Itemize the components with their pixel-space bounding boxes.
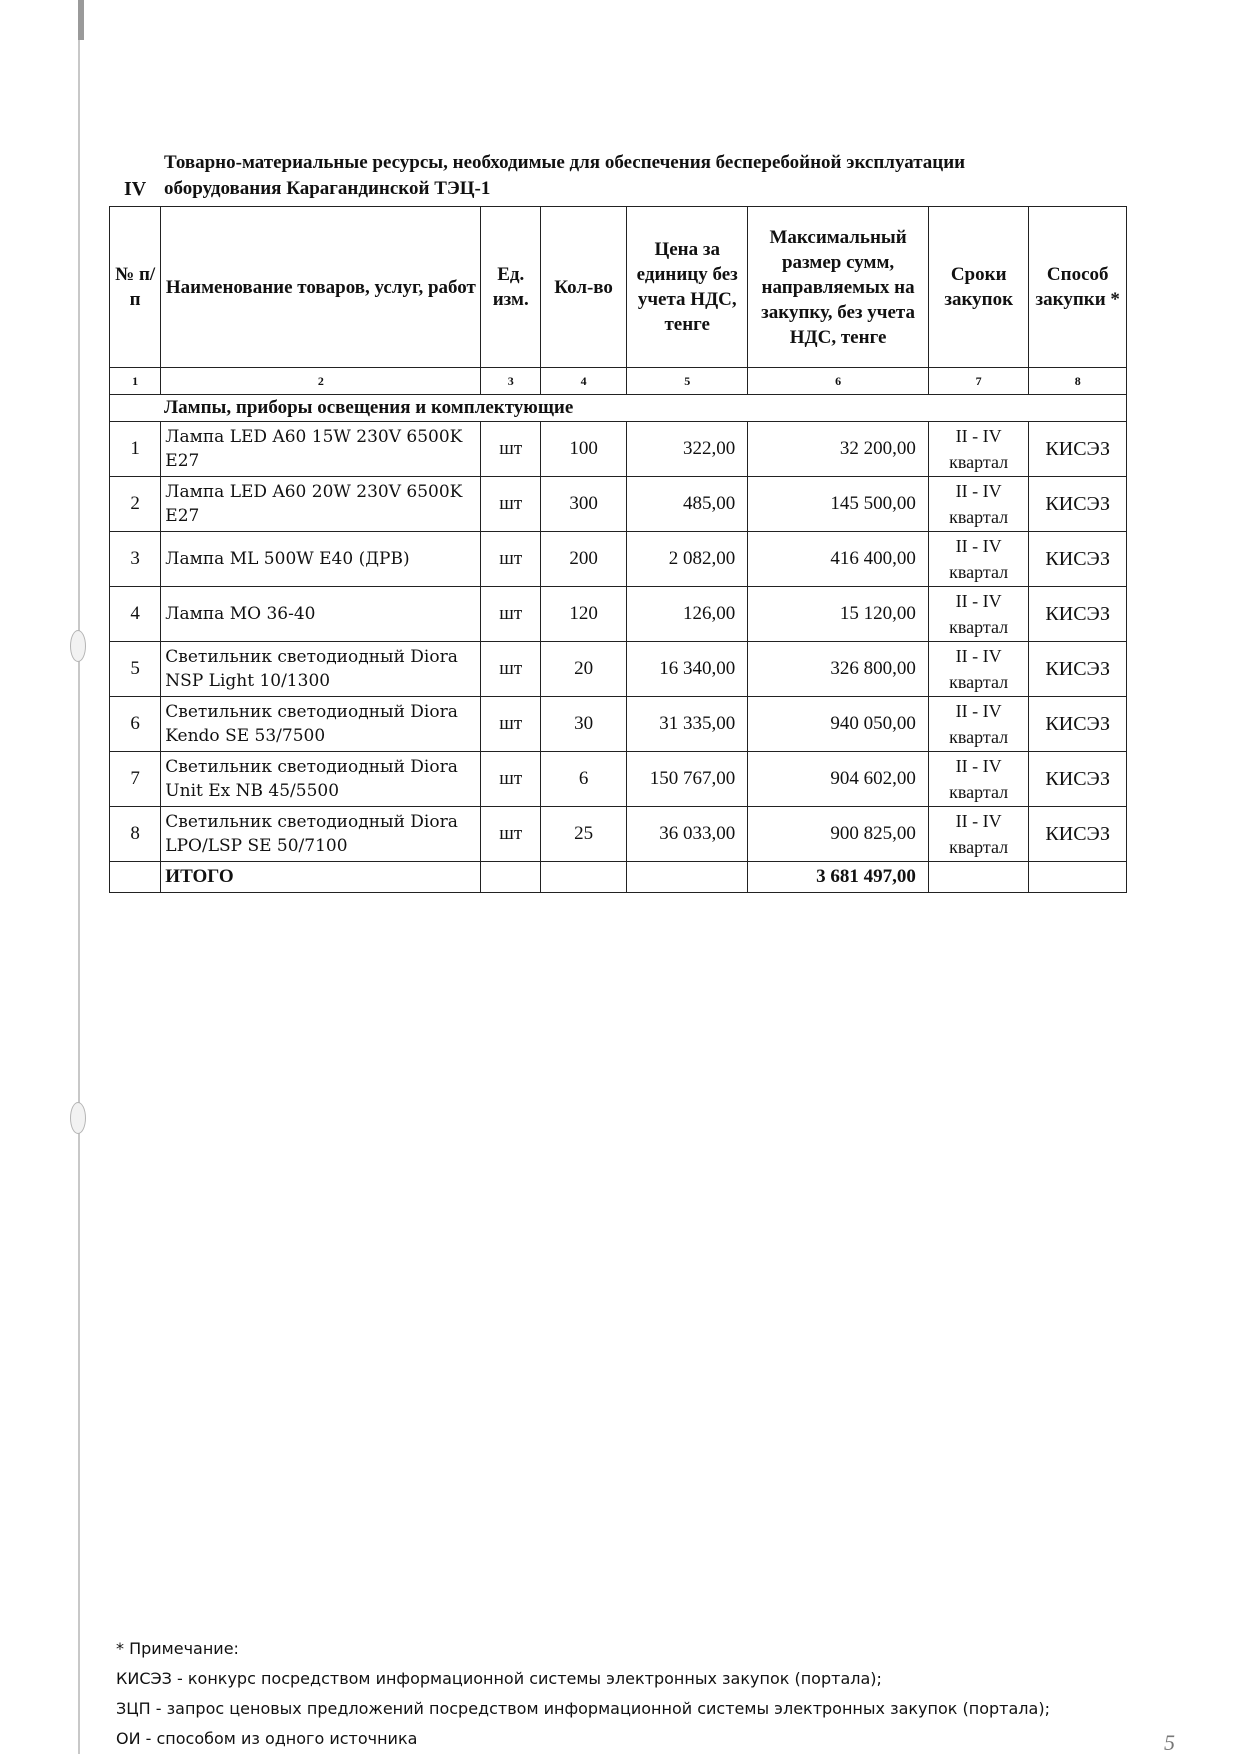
row-number: 2 (110, 477, 161, 532)
quantity-cell: 120 (540, 587, 626, 642)
quantity-cell: 300 (540, 477, 626, 532)
footnote-line: КИСЭЗ - конкурс посредством информационной системы электронных закупок (портала); (116, 1669, 882, 1688)
empty-cell (1029, 862, 1127, 893)
method-cell: КИСЭЗ (1029, 642, 1127, 697)
max-sum-cell: 326 800,00 (748, 642, 929, 697)
unit-price-cell: 31 335,00 (627, 697, 748, 752)
column-number: 8 (1029, 368, 1127, 395)
row-number: 6 (110, 697, 161, 752)
empty-cell (928, 862, 1029, 893)
quantity-cell: 25 (540, 807, 626, 862)
table-row (110, 422, 1127, 477)
row-number: 8 (110, 807, 161, 862)
max-sum-cell: 940 050,00 (748, 697, 929, 752)
section-title: Товарно-материальные ресурсы, необходимые для обеспечения бесперебойной эксплуатации оборудования Карагандинской ТЭЦ-1 (164, 152, 966, 199)
term-cell: II - IV квартал (928, 642, 1029, 697)
empty-cell (627, 862, 748, 893)
unit-price-cell: 16 340,00 (627, 642, 748, 697)
total-sum: 3 681 497,00 (748, 862, 929, 893)
total-row (110, 862, 1127, 893)
header-cell: Цена за единицу без учета НДС, тенге (627, 207, 748, 368)
quantity-cell: 6 (540, 752, 626, 807)
term-cell: II - IV квартал (928, 807, 1029, 862)
unit-cell: шт (481, 587, 541, 642)
footnotes (116, 1634, 1176, 1754)
row-number: 1 (110, 422, 161, 477)
unit-cell: шт (481, 422, 541, 477)
table-row (110, 587, 1127, 642)
row-number: 7 (110, 752, 161, 807)
header-cell: Максимальный размер сумм, направляемых на закупку, без учета НДС, тенге (748, 207, 929, 368)
header-cell: Кол-во (540, 207, 626, 368)
footnote-line: * Примечание: (116, 1639, 239, 1658)
empty-cell (540, 862, 626, 893)
unit-price-cell: 126,00 (627, 587, 748, 642)
term-cell: II - IV квартал (928, 752, 1029, 807)
header-cell: Сроки закупок (928, 207, 1029, 368)
max-sum-cell: 900 825,00 (748, 807, 929, 862)
quantity-cell: 20 (540, 642, 626, 697)
item-name: Светильник светодиодный Diora NSP Light 10/1300 (161, 642, 481, 697)
term-cell: II - IV квартал (928, 422, 1029, 477)
method-cell: КИСЭЗ (1029, 807, 1127, 862)
term-cell: II - IV квартал (928, 587, 1029, 642)
row-number: 5 (110, 642, 161, 697)
unit-price-cell: 322,00 (627, 422, 748, 477)
column-number: 4 (540, 368, 626, 395)
term-cell: II - IV квартал (928, 532, 1029, 587)
column-number: 6 (748, 368, 929, 395)
group-row (110, 395, 1127, 422)
max-sum-cell: 416 400,00 (748, 532, 929, 587)
max-sum-cell: 15 120,00 (748, 587, 929, 642)
method-cell: КИСЭЗ (1029, 532, 1127, 587)
quantity-cell: 200 (540, 532, 626, 587)
item-name: Лампа LED A60 15W 230V 6500K E27 (161, 422, 481, 477)
max-sum-cell: 32 200,00 (748, 422, 929, 477)
footnote-line: ЗЦП - запрос ценовых предложений посредством информационной системы электронных закупок (портала); (116, 1699, 1050, 1718)
group-title: Лампы, приборы освещения и комплектующие (110, 395, 1127, 422)
table-row (110, 807, 1127, 862)
item-name: Светильник светодиодный Diora Kendo SE 53/7500 (161, 697, 481, 752)
header-cell: Способ закупки * (1029, 207, 1127, 368)
header-cell: Ед. изм. (481, 207, 541, 368)
page-edge (78, 0, 80, 1754)
unit-cell: шт (481, 697, 541, 752)
quantity-cell: 30 (540, 697, 626, 752)
term-cell: II - IV квартал (928, 697, 1029, 752)
header-cell: № п/п (110, 207, 161, 368)
item-name: Лампа LED A60 20W 230V 6500K E27 (161, 477, 481, 532)
unit-cell: шт (481, 532, 541, 587)
term-cell: II - IV квартал (928, 477, 1029, 532)
unit-cell: шт (481, 807, 541, 862)
method-cell: КИСЭЗ (1029, 422, 1127, 477)
column-number: 5 (627, 368, 748, 395)
punch-hole (70, 1102, 86, 1134)
table-row (110, 697, 1127, 752)
column-number: 1 (110, 368, 161, 395)
unit-price-cell: 485,00 (627, 477, 748, 532)
item-name: Лампа МО 36-40 (161, 587, 481, 642)
item-name: Светильник светодиодный Diora Unit Ex NB 45/5500 (161, 752, 481, 807)
footnote-line: ОИ - способом из одного источника (116, 1729, 418, 1748)
column-number: 7 (928, 368, 1029, 395)
max-sum-cell: 145 500,00 (748, 477, 929, 532)
table-header-row (110, 207, 1127, 368)
total-label: ИТОГО (161, 862, 481, 893)
column-number: 2 (161, 368, 481, 395)
method-cell: КИСЭЗ (1029, 477, 1127, 532)
item-name: Лампа ML 500W E40 (ДРВ) (161, 532, 481, 587)
goods-table (109, 206, 1127, 893)
unit-cell: шт (481, 642, 541, 697)
item-name: Светильник светодиодный Diora LPO/LSP SE 50/7100 (161, 807, 481, 862)
page-number: 5 (1164, 1730, 1175, 1755)
empty-cell (481, 862, 541, 893)
staple-mark (78, 0, 84, 40)
unit-cell: шт (481, 477, 541, 532)
unit-price-cell: 36 033,00 (627, 807, 748, 862)
punch-hole (70, 630, 86, 662)
header-cell: Наименование товаров, услуг, работ (161, 207, 481, 368)
max-sum-cell: 904 602,00 (748, 752, 929, 807)
unit-price-cell: 2 082,00 (627, 532, 748, 587)
method-cell: КИСЭЗ (1029, 587, 1127, 642)
empty-cell (110, 862, 161, 893)
section-number: IV (124, 178, 147, 200)
unit-cell: шт (481, 752, 541, 807)
column-number-row (110, 368, 1127, 395)
table-row (110, 477, 1127, 532)
unit-price-cell: 150 767,00 (627, 752, 748, 807)
table-row (110, 642, 1127, 697)
table-row (110, 752, 1127, 807)
method-cell: КИСЭЗ (1029, 752, 1127, 807)
table-row (110, 532, 1127, 587)
column-number: 3 (481, 368, 541, 395)
row-number: 3 (110, 532, 161, 587)
row-number: 4 (110, 587, 161, 642)
quantity-cell: 100 (540, 422, 626, 477)
method-cell: КИСЭЗ (1029, 697, 1127, 752)
